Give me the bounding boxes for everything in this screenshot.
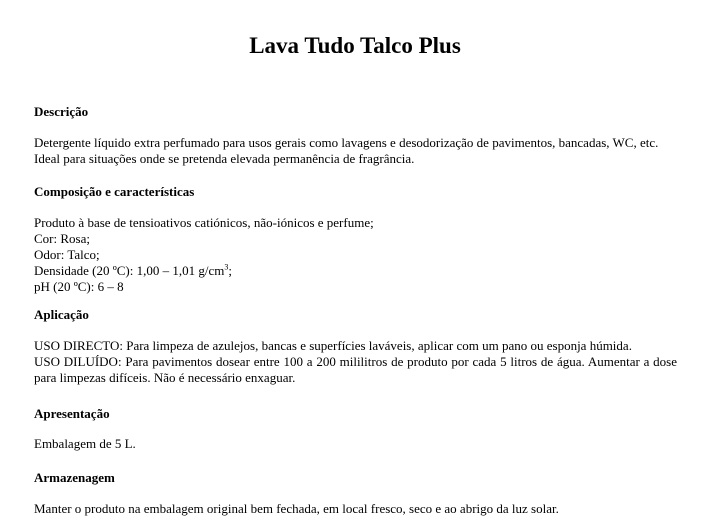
composicao-line-odor: Odor: Talco;: [34, 247, 100, 262]
aplicacao-uso-diluido: USO DILUÍDO: Para pavimentos dosear entre 100 a 200 mililitros de produto por cada 5 litros de água. Aumentar a dose para limpezas difíceis. Não é necessário enxaguar.: [34, 354, 677, 385]
section-heading-descricao: Descrição: [34, 104, 89, 119]
document-title: Lava Tudo Talco Plus: [249, 33, 461, 58]
aplicacao-uso-directo: USO DIRECTO: Para limpeza de azulejos, bancas e superfícies laváveis, aplicar com um pano ou esponja húmida.: [34, 338, 632, 353]
descricao-line-1: Detergente líquido extra perfumado para usos gerais como lavagens e desodorização de pavimentos, bancadas, WC, etc.: [34, 135, 659, 150]
densidade-text: Densidade (20 ºC): 1,00 – 1,01 g/cm: [34, 263, 225, 278]
section-heading-composicao: Composição e características: [34, 184, 195, 199]
armazenagem-text: Manter o produto na embalagem original bem fechada, em local fresco, seco e ao abrigo da luz solar.: [34, 501, 559, 516]
descricao-text: [34, 135, 677, 167]
composicao-line-cor: Cor: Rosa;: [34, 231, 90, 246]
aplicacao-text: [34, 338, 677, 386]
section-heading-armazenagem: Armazenagem: [34, 470, 115, 485]
section-heading-apresentacao: Apresentação: [34, 406, 110, 421]
composicao-line-densidade: [34, 263, 677, 279]
densidade-suffix: ;: [228, 263, 232, 278]
densidade-exponent: 3: [224, 262, 229, 272]
section-heading-aplicacao: Aplicação: [34, 307, 89, 322]
apresentacao-text: Embalagem de 5 L.: [34, 436, 136, 451]
composicao-text: [34, 215, 677, 295]
composicao-line-produto: Produto à base de tensioativos catiónicos, não-iónicos e perfume;: [34, 215, 374, 230]
descricao-line-2: Ideal para situações onde se pretenda elevada permanência de fragrância.: [34, 151, 415, 166]
composicao-line-ph: pH (20 ºC): 6 – 8: [34, 279, 124, 294]
